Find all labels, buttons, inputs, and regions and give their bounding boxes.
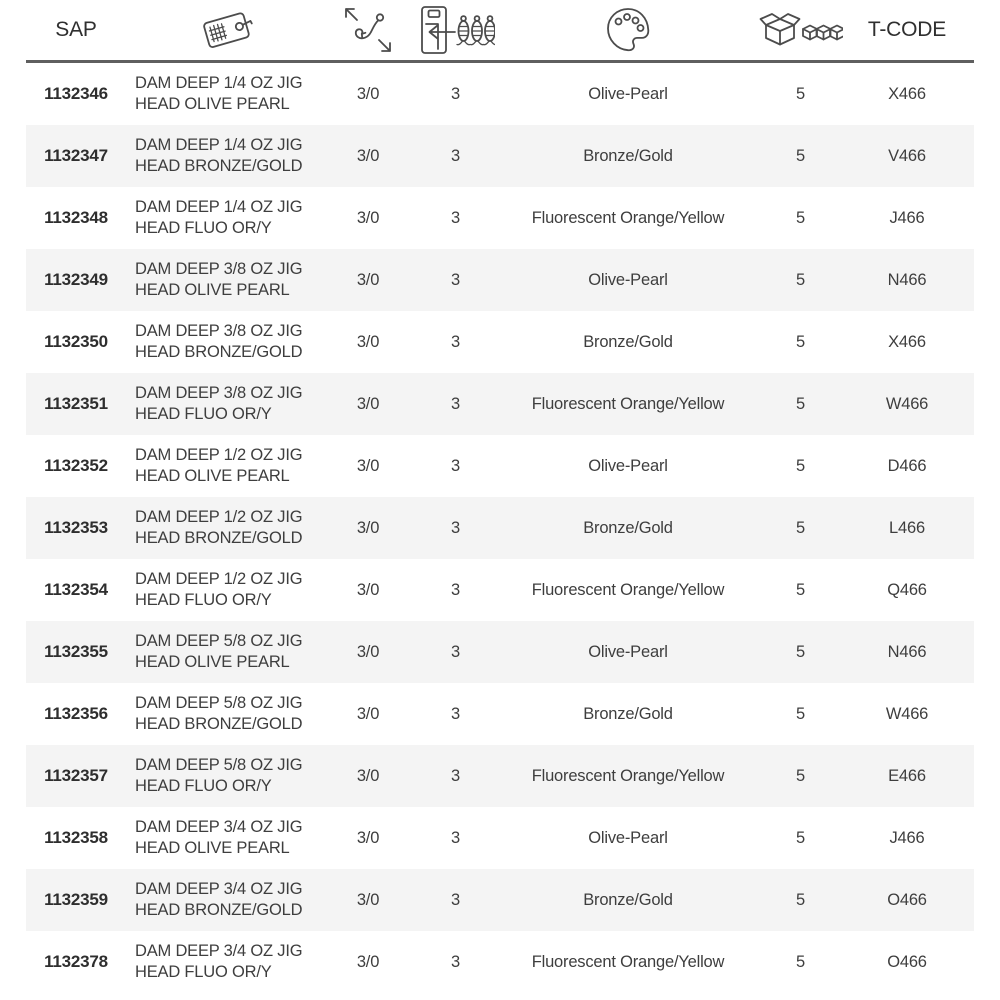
pack-qty-value: 3 — [451, 890, 460, 909]
carton-qty-value: 5 — [796, 766, 805, 785]
hook-size-value: 3/0 — [356, 394, 380, 413]
color-palette-icon — [605, 6, 651, 54]
pack-qty-value: 3 — [451, 394, 460, 413]
sap-number: 1132349 — [44, 270, 108, 289]
product-description-cell — [126, 321, 323, 363]
product-description: DAM DEEP 1/2 OZ JIG HEAD FLUO OR/Y — [135, 570, 303, 609]
sap-number: 1132346 — [44, 84, 108, 103]
tcode-value: J466 — [889, 828, 925, 847]
product-description: DAM DEEP 1/2 OZ JIG HEAD OLIVE PEARL — [135, 446, 303, 485]
tcode-value: X466 — [888, 332, 926, 351]
product-description: DAM DEEP 3/4 OZ JIG HEAD FLUO OR/Y — [135, 942, 303, 981]
tcode-value: V466 — [888, 146, 926, 165]
pack-qty-value: 3 — [451, 952, 460, 971]
product-description: DAM DEEP 5/8 OZ JIG HEAD BRONZE/GOLD — [135, 694, 303, 733]
table-row — [26, 125, 974, 187]
carton-qty-value: 5 — [796, 580, 805, 599]
product-description-cell — [126, 259, 323, 301]
tcode-value: J466 — [889, 208, 925, 227]
carton-qty-value: 5 — [796, 332, 805, 351]
product-tag-icon — [197, 6, 261, 54]
hook-size-value: 3/0 — [356, 828, 380, 847]
product-description-cell — [126, 693, 323, 735]
carton-qty-value: 5 — [796, 84, 805, 103]
product-description-cell — [126, 383, 323, 425]
table-row — [26, 373, 974, 435]
product-description: DAM DEEP 1/4 OZ JIG HEAD BRONZE/GOLD — [135, 136, 303, 175]
product-description: DAM DEEP 5/8 OZ JIG HEAD OLIVE PEARL — [135, 632, 303, 671]
pack-qty-value: 3 — [451, 704, 460, 723]
hook-size-value: 3/0 — [356, 580, 380, 599]
table-row — [26, 807, 974, 869]
color-value: Olive-Pearl — [588, 270, 668, 289]
product-description: DAM DEEP 1/2 OZ JIG HEAD BRONZE/GOLD — [135, 508, 303, 547]
product-description: DAM DEEP 3/4 OZ JIG HEAD BRONZE/GOLD — [135, 880, 303, 919]
table-row — [26, 311, 974, 373]
pack-qty-value: 3 — [451, 580, 460, 599]
column-header-pack-qty — [413, 3, 498, 57]
color-value: Bronze/Gold — [583, 332, 673, 351]
table-row — [26, 931, 974, 993]
table-row — [26, 63, 974, 125]
hook-size-value: 3/0 — [356, 704, 380, 723]
carton-qty-value: 5 — [796, 518, 805, 537]
color-value: Olive-Pearl — [588, 84, 668, 103]
product-description: DAM DEEP 5/8 OZ JIG HEAD FLUO OR/Y — [135, 756, 303, 795]
pack-qty-value: 3 — [451, 270, 460, 289]
column-header-carton-qty — [758, 5, 843, 55]
pack-qty-value: 3 — [451, 766, 460, 785]
carton-icon — [759, 5, 843, 55]
color-value: Fluorescent Orange/Yellow — [531, 394, 725, 413]
table-row — [26, 249, 974, 311]
color-value: Olive-Pearl — [588, 456, 668, 475]
product-description-cell — [126, 73, 323, 115]
table-row — [26, 745, 974, 807]
hook-size-value: 3/0 — [356, 270, 380, 289]
tcode-value: N466 — [887, 270, 927, 289]
hook-size-value: 3/0 — [356, 518, 380, 537]
sap-number: 1132355 — [44, 642, 108, 661]
tcode-value: L466 — [889, 518, 925, 537]
column-header-sap — [26, 18, 126, 42]
product-description-cell — [126, 445, 323, 487]
product-description-cell — [126, 755, 323, 797]
sap-number: 1132358 — [44, 828, 108, 847]
sap-number: 1132353 — [44, 518, 108, 537]
carton-qty-value: 5 — [796, 642, 805, 661]
table-row — [26, 621, 974, 683]
product-description-cell — [126, 631, 323, 673]
pack-qty-value: 3 — [451, 208, 460, 227]
color-value: Bronze/Gold — [583, 704, 673, 723]
color-value: Fluorescent Orange/Yellow — [531, 580, 725, 599]
color-value: Fluorescent Orange/Yellow — [531, 766, 725, 785]
table-row — [26, 869, 974, 931]
column-header-description — [126, 6, 323, 54]
sap-number: 1132356 — [44, 704, 108, 723]
carton-qty-value: 5 — [796, 270, 805, 289]
table-row — [26, 435, 974, 497]
sap-number: 1132347 — [44, 146, 108, 165]
table-body — [0, 63, 1000, 993]
table-header — [26, 0, 974, 63]
pack-qty-value: 3 — [451, 518, 460, 537]
pack-qty-value: 3 — [451, 828, 460, 847]
product-description-cell — [126, 135, 323, 177]
table-row — [26, 683, 974, 745]
pack-qty-value: 3 — [451, 332, 460, 351]
tcode-value: X466 — [888, 84, 926, 103]
product-description: DAM DEEP 3/4 OZ JIG HEAD OLIVE PEARL — [135, 818, 303, 857]
product-description-cell — [126, 879, 323, 921]
pack-qty-value: 3 — [451, 456, 460, 475]
tcode-value: O466 — [887, 890, 927, 909]
carton-qty-value: 5 — [796, 828, 805, 847]
tcode-header-label: T-CODE — [867, 18, 947, 41]
color-value: Olive-Pearl — [588, 828, 668, 847]
sap-number: 1132350 — [44, 332, 108, 351]
color-value: Fluorescent Orange/Yellow — [531, 952, 725, 971]
hook-size-value: 3/0 — [356, 766, 380, 785]
carton-qty-value: 5 — [796, 952, 805, 971]
hook-size-icon — [340, 3, 396, 57]
product-description-cell — [126, 507, 323, 549]
column-header-tcode — [843, 18, 971, 42]
sap-number: 1132359 — [44, 890, 108, 909]
color-value: Bronze/Gold — [583, 146, 673, 165]
hook-size-value: 3/0 — [356, 332, 380, 351]
product-description: DAM DEEP 1/4 OZ JIG HEAD FLUO OR/Y — [135, 198, 303, 237]
sap-number: 1132354 — [44, 580, 108, 599]
product-description: DAM DEEP 1/4 OZ JIG HEAD OLIVE PEARL — [135, 74, 303, 113]
tcode-value: E466 — [888, 766, 926, 785]
carton-qty-value: 5 — [796, 146, 805, 165]
sap-number: 1132378 — [44, 952, 108, 971]
pack-contents-icon — [417, 3, 495, 57]
sap-number: 1132351 — [44, 394, 108, 413]
color-value: Bronze/Gold — [583, 890, 673, 909]
sap-number: 1132348 — [44, 208, 108, 227]
color-value: Fluorescent Orange/Yellow — [531, 208, 725, 227]
product-description-cell — [126, 941, 323, 983]
tcode-value: O466 — [887, 952, 927, 971]
carton-qty-value: 5 — [796, 704, 805, 723]
pack-qty-value: 3 — [451, 146, 460, 165]
hook-size-value: 3/0 — [356, 146, 380, 165]
hook-size-value: 3/0 — [356, 84, 380, 103]
hook-size-value: 3/0 — [356, 952, 380, 971]
table-row — [26, 187, 974, 249]
table-row — [26, 559, 974, 621]
sap-header-label: SAP — [55, 18, 97, 41]
carton-qty-value: 5 — [796, 208, 805, 227]
tcode-value: W466 — [885, 704, 929, 723]
color-value: Bronze/Gold — [583, 518, 673, 537]
product-description-cell — [126, 569, 323, 611]
hook-size-value: 3/0 — [356, 890, 380, 909]
pack-qty-value: 3 — [451, 642, 460, 661]
carton-qty-value: 5 — [796, 456, 805, 475]
hook-size-value: 3/0 — [356, 208, 380, 227]
column-header-color — [498, 6, 758, 54]
table-row — [26, 497, 974, 559]
product-description-cell — [126, 817, 323, 859]
tcode-value: Q466 — [887, 580, 927, 599]
carton-qty-value: 5 — [796, 890, 805, 909]
pack-qty-value: 3 — [451, 84, 460, 103]
product-description: DAM DEEP 3/8 OZ JIG HEAD OLIVE PEARL — [135, 260, 303, 299]
sap-number: 1132357 — [44, 766, 108, 785]
product-description-cell — [126, 197, 323, 239]
product-description: DAM DEEP 3/8 OZ JIG HEAD FLUO OR/Y — [135, 384, 303, 423]
product-description: DAM DEEP 3/8 OZ JIG HEAD BRONZE/GOLD — [135, 322, 303, 361]
hook-size-value: 3/0 — [356, 456, 380, 475]
color-value: Olive-Pearl — [588, 642, 668, 661]
tcode-value: D466 — [887, 456, 927, 475]
sap-number: 1132352 — [44, 456, 108, 475]
tcode-value: N466 — [887, 642, 927, 661]
tcode-value: W466 — [885, 394, 929, 413]
carton-qty-value: 5 — [796, 394, 805, 413]
column-header-hook-size — [323, 3, 413, 57]
hook-size-value: 3/0 — [356, 642, 380, 661]
